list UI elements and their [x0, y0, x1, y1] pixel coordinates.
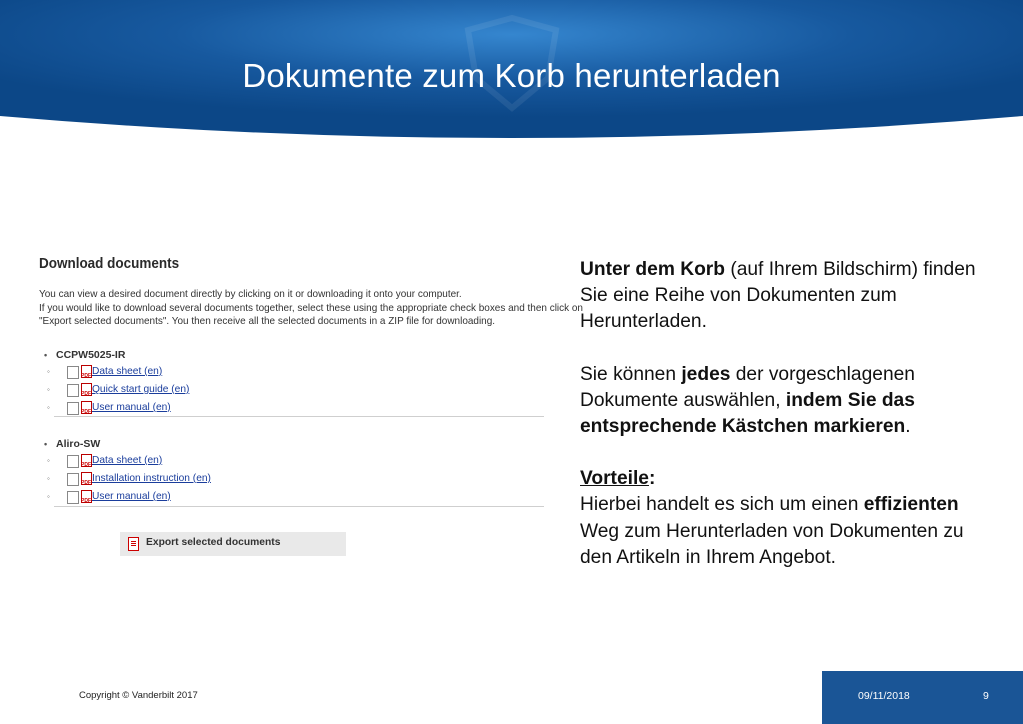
document-link[interactable]: User manual (en) — [92, 402, 171, 413]
pdf-icon — [81, 490, 92, 503]
paragraph-basket: Unter dem Korb (auf Ihrem Bildschirm) finden Sie eine Reihe von Dokumenten zum Herunterladen. — [580, 259, 976, 333]
intro-line: If you would like to download several documents together, select these using the appropriate check boxes and then click on — [39, 302, 583, 314]
product-group — [44, 436, 211, 506]
copyright-notice: Copyright © Vanderbilt 2017 — [79, 690, 198, 701]
document-link[interactable]: Quick start guide (en) — [92, 384, 190, 395]
sub-bullet-icon: ◦ — [47, 456, 50, 465]
product-group — [44, 347, 190, 417]
document-row — [44, 381, 190, 399]
document-icon — [128, 537, 139, 551]
document-row — [44, 488, 171, 506]
description-text — [580, 257, 1000, 571]
footer-date: 09/11/2018 — [858, 690, 910, 702]
sub-bullet-icon: ◦ — [47, 385, 50, 394]
export-selected-documents-button[interactable] — [120, 532, 346, 556]
pdf-icon — [81, 401, 92, 414]
benefits-heading: Vorteile — [580, 468, 649, 490]
pdf-icon — [81, 383, 92, 396]
intro-line: "Export selected documents". You then receive all the selected documents in a ZIP file for downloading. — [39, 316, 496, 327]
sub-bullet-icon: ◦ — [47, 367, 50, 376]
download-documents-heading: Download documents — [39, 256, 180, 272]
document-link[interactable]: Data sheet (en) — [92, 455, 163, 466]
document-row — [44, 363, 163, 381]
document-row — [44, 452, 163, 470]
divider — [54, 506, 544, 507]
slide-title: Dokumente zum Korb herunterladen — [242, 57, 781, 94]
product-name: • Aliro-SW — [44, 436, 100, 452]
footer-bar — [822, 671, 1023, 724]
document-checkbox[interactable] — [67, 402, 79, 415]
intro-line: You can view a desired document directly by clicking on it or downloading it onto your computer. — [39, 289, 462, 300]
document-checkbox[interactable] — [67, 455, 79, 468]
pdf-icon — [81, 454, 92, 467]
document-link[interactable]: Installation instruction (en) — [92, 473, 211, 484]
download-instructions — [39, 288, 583, 329]
document-row — [44, 399, 171, 417]
download-documents-screenshot — [30, 248, 583, 568]
export-button-label: Export selected documents — [146, 537, 281, 548]
page-number: 9 — [983, 690, 989, 702]
document-link[interactable]: User manual (en) — [92, 491, 171, 502]
document-checkbox[interactable] — [67, 473, 79, 486]
product-name: • CCPW5025-IR — [44, 347, 125, 363]
document-checkbox[interactable] — [67, 491, 79, 504]
document-link[interactable]: Data sheet (en) — [92, 366, 163, 377]
sub-bullet-icon: ◦ — [47, 403, 50, 412]
pdf-icon — [81, 365, 92, 378]
slide-header — [0, 0, 1023, 150]
sub-bullet-icon: ◦ — [47, 492, 50, 501]
paragraph-select: Sie können jedes der vorgeschlagenen Dokumente auswählen, indem Sie das entsprechende Kästchen markieren. — [580, 363, 915, 438]
pdf-icon — [81, 472, 92, 485]
document-checkbox[interactable] — [67, 384, 79, 397]
paragraph-benefits: Vorteile: Hierbei handelt es sich um einen effizienten Weg zum Herunterladen von Dokumenten zu den Artikeln in Ihrem Angebot. — [580, 468, 964, 568]
sub-bullet-icon: ◦ — [47, 474, 50, 483]
document-checkbox[interactable] — [67, 366, 79, 379]
document-row — [44, 470, 211, 488]
divider — [54, 416, 544, 417]
